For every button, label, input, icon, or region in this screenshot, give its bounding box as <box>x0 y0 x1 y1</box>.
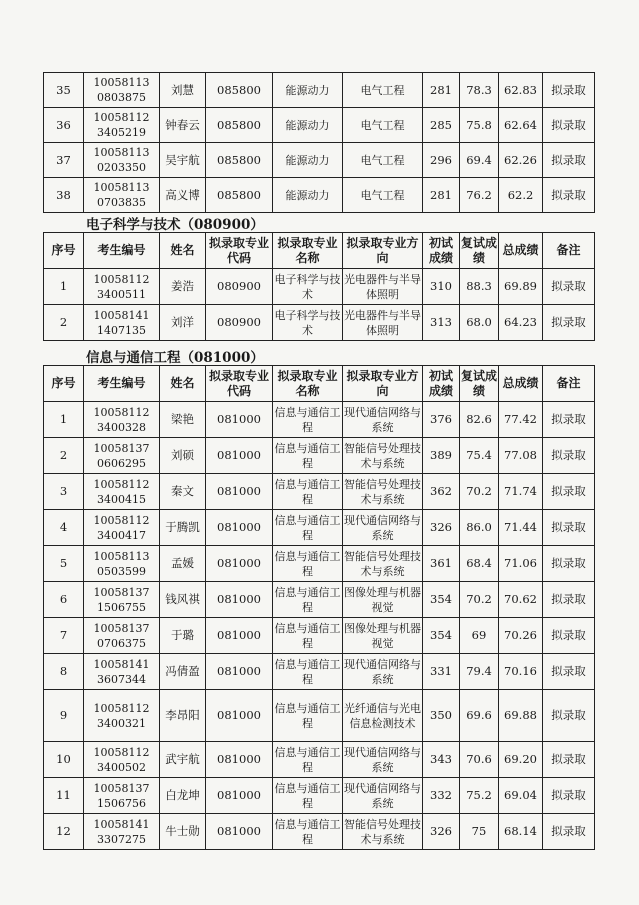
candidate-name: 钟春云 <box>160 108 206 143</box>
retest-score: 69.6 <box>460 690 499 742</box>
remark: 拟录取 <box>543 582 595 618</box>
major-name: 能源动力 <box>273 108 343 143</box>
initial-score: 362 <box>423 474 460 510</box>
header-major-direction: 拟录取专业方向 <box>343 233 423 269</box>
candidate-id: 10058112 3400415 <box>84 474 160 510</box>
table-row <box>44 742 595 778</box>
candidate-name: 于璐 <box>160 618 206 654</box>
candidate-name: 刘硕 <box>160 438 206 474</box>
initial-score: 376 <box>423 402 460 438</box>
table-row <box>44 778 595 814</box>
major-direction: 图像处理与机器视觉 <box>343 582 423 618</box>
candidate-id: 10058112 3405219 <box>84 108 160 143</box>
candidate-id: 10058112 3400417 <box>84 510 160 546</box>
retest-score: 86.0 <box>460 510 499 546</box>
total-score: 69.20 <box>499 742 543 778</box>
initial-score: 281 <box>423 178 460 213</box>
major-code: 081000 <box>206 438 273 474</box>
header-major-code: 拟录取专业代码 <box>206 233 273 269</box>
candidate-id: 10058112 3400502 <box>84 742 160 778</box>
major-name: 信息与通信工程 <box>273 438 343 474</box>
major-name: 信息与通信工程 <box>273 742 343 778</box>
remark: 拟录取 <box>543 742 595 778</box>
candidate-id: 10058137 1506755 <box>84 582 160 618</box>
retest-score: 75.8 <box>460 108 499 143</box>
row-number: 3 <box>44 474 84 510</box>
candidate-name: 于腾凯 <box>160 510 206 546</box>
major-code: 080900 <box>206 269 273 305</box>
row-number: 1 <box>44 269 84 305</box>
header-initial-score: 初试成绩 <box>423 366 460 402</box>
major-code: 081000 <box>206 618 273 654</box>
header-candidate-name: 姓名 <box>160 366 206 402</box>
retest-score: 70.2 <box>460 474 499 510</box>
total-score: 68.14 <box>499 814 543 850</box>
total-score: 70.62 <box>499 582 543 618</box>
major-name: 信息与通信工程 <box>273 778 343 814</box>
header-major-name: 拟录取专业名称 <box>273 366 343 402</box>
header-total-score: 总成绩 <box>499 366 543 402</box>
major-direction: 现代通信网络与系统 <box>343 654 423 690</box>
initial-score: 331 <box>423 654 460 690</box>
remark: 拟录取 <box>543 618 595 654</box>
candidate-id: 10058113 0703835 <box>84 178 160 213</box>
major-direction: 电气工程 <box>343 73 423 108</box>
header-major-code: 拟录取专业代码 <box>206 366 273 402</box>
major-code: 081000 <box>206 742 273 778</box>
row-number: 12 <box>44 814 84 850</box>
initial-score: 354 <box>423 618 460 654</box>
table-row <box>44 305 595 341</box>
section-title-info-comm: 信息与通信工程（081000） <box>86 350 264 366</box>
total-score: 69.88 <box>499 690 543 742</box>
candidate-id: 10058113 0503599 <box>84 546 160 582</box>
initial-score: 332 <box>423 778 460 814</box>
major-name: 能源动力 <box>273 73 343 108</box>
initial-score: 313 <box>423 305 460 341</box>
candidate-name: 姜浩 <box>160 269 206 305</box>
candidate-name: 孟媛 <box>160 546 206 582</box>
total-score: 77.42 <box>499 402 543 438</box>
table-row <box>44 402 595 438</box>
retest-score: 68.4 <box>460 546 499 582</box>
row-number: 7 <box>44 618 84 654</box>
major-code: 085800 <box>206 178 273 213</box>
remark: 拟录取 <box>543 178 595 213</box>
major-direction: 电气工程 <box>343 143 423 178</box>
initial-score: 350 <box>423 690 460 742</box>
initial-score: 285 <box>423 108 460 143</box>
remark: 拟录取 <box>543 546 595 582</box>
candidate-id: 10058112 3400328 <box>84 402 160 438</box>
candidate-name: 武宇航 <box>160 742 206 778</box>
major-code: 085800 <box>206 108 273 143</box>
header-retest-score: 复试成绩 <box>460 233 499 269</box>
table-row <box>44 582 595 618</box>
candidate-name: 冯倩盈 <box>160 654 206 690</box>
header-candidate-id: 考生编号 <box>84 233 160 269</box>
initial-score: 354 <box>423 582 460 618</box>
major-name: 电子科学与技术 <box>273 269 343 305</box>
candidate-name: 李昂阳 <box>160 690 206 742</box>
total-score: 69.04 <box>499 778 543 814</box>
header-remark: 备注 <box>543 366 595 402</box>
major-code: 085800 <box>206 73 273 108</box>
major-code: 081000 <box>206 546 273 582</box>
row-number: 37 <box>44 143 84 178</box>
row-number: 5 <box>44 546 84 582</box>
major-direction: 智能信号处理技术与系统 <box>343 814 423 850</box>
major-direction: 光电器件与半导体照明 <box>343 269 423 305</box>
initial-score: 343 <box>423 742 460 778</box>
candidate-name: 钱风祺 <box>160 582 206 618</box>
total-score: 71.06 <box>499 546 543 582</box>
table-header-row <box>44 366 595 402</box>
row-number: 35 <box>44 73 84 108</box>
major-direction: 智能信号处理技术与系统 <box>343 546 423 582</box>
initial-score: 296 <box>423 143 460 178</box>
total-score: 69.89 <box>499 269 543 305</box>
major-code: 081000 <box>206 654 273 690</box>
major-code: 081000 <box>206 778 273 814</box>
header-major-direction: 拟录取专业方向 <box>343 366 423 402</box>
major-name: 信息与通信工程 <box>273 402 343 438</box>
remark: 拟录取 <box>543 778 595 814</box>
total-score: 70.16 <box>499 654 543 690</box>
table-row <box>44 690 595 742</box>
admission-table-electronic-science <box>43 232 595 341</box>
major-direction: 现代通信网络与系统 <box>343 778 423 814</box>
retest-score: 76.2 <box>460 178 499 213</box>
retest-score: 78.3 <box>460 73 499 108</box>
candidate-id: 10058137 1506756 <box>84 778 160 814</box>
header-major-name: 拟录取专业名称 <box>273 233 343 269</box>
table-row <box>44 108 595 143</box>
retest-score: 75.2 <box>460 778 499 814</box>
total-score: 62.2 <box>499 178 543 213</box>
total-score: 62.64 <box>499 108 543 143</box>
initial-score: 326 <box>423 510 460 546</box>
retest-score: 68.0 <box>460 305 499 341</box>
row-number: 4 <box>44 510 84 546</box>
major-name: 信息与通信工程 <box>273 510 343 546</box>
header-retest-score: 复试成绩 <box>460 366 499 402</box>
table-row <box>44 73 595 108</box>
major-code: 080900 <box>206 305 273 341</box>
total-score: 71.74 <box>499 474 543 510</box>
row-number: 8 <box>44 654 84 690</box>
candidate-name: 吴宇航 <box>160 143 206 178</box>
admission-table-info-comm <box>43 365 595 850</box>
major-name: 信息与通信工程 <box>273 618 343 654</box>
row-number: 11 <box>44 778 84 814</box>
major-code: 081000 <box>206 582 273 618</box>
row-number: 1 <box>44 402 84 438</box>
remark: 拟录取 <box>543 690 595 742</box>
header-row-number: 序号 <box>44 233 84 269</box>
remark: 拟录取 <box>543 654 595 690</box>
remark: 拟录取 <box>543 438 595 474</box>
major-code: 081000 <box>206 510 273 546</box>
major-name: 能源动力 <box>273 143 343 178</box>
initial-score: 310 <box>423 269 460 305</box>
major-code: 081000 <box>206 814 273 850</box>
total-score: 62.26 <box>499 143 543 178</box>
retest-score: 69 <box>460 618 499 654</box>
candidate-name: 梁艳 <box>160 402 206 438</box>
retest-score: 75.4 <box>460 438 499 474</box>
row-number: 2 <box>44 305 84 341</box>
table-row <box>44 618 595 654</box>
remark: 拟录取 <box>543 510 595 546</box>
retest-score: 69.4 <box>460 143 499 178</box>
header-candidate-name: 姓名 <box>160 233 206 269</box>
major-name: 电子科学与技术 <box>273 305 343 341</box>
retest-score: 70.6 <box>460 742 499 778</box>
admission-table-continued <box>43 72 595 213</box>
row-number: 10 <box>44 742 84 778</box>
major-direction: 光纤通信与光电信息检测技术 <box>343 690 423 742</box>
total-score: 71.44 <box>499 510 543 546</box>
remark: 拟录取 <box>543 305 595 341</box>
major-direction: 智能信号处理技术与系统 <box>343 438 423 474</box>
major-direction: 现代通信网络与系统 <box>343 742 423 778</box>
candidate-id: 10058141 3607344 <box>84 654 160 690</box>
table-row <box>44 269 595 305</box>
candidate-id: 10058137 0606295 <box>84 438 160 474</box>
candidate-id: 10058141 3307275 <box>84 814 160 850</box>
major-code: 081000 <box>206 402 273 438</box>
remark: 拟录取 <box>543 269 595 305</box>
initial-score: 326 <box>423 814 460 850</box>
major-code: 081000 <box>206 474 273 510</box>
total-score: 64.23 <box>499 305 543 341</box>
retest-score: 82.6 <box>460 402 499 438</box>
candidate-id: 10058112 3400321 <box>84 690 160 742</box>
major-name: 信息与通信工程 <box>273 474 343 510</box>
retest-score: 70.2 <box>460 582 499 618</box>
candidate-id: 10058113 0803875 <box>84 73 160 108</box>
candidate-id: 10058113 0203350 <box>84 143 160 178</box>
candidate-name: 白龙坤 <box>160 778 206 814</box>
major-direction: 电气工程 <box>343 178 423 213</box>
table-row <box>44 654 595 690</box>
table-row <box>44 143 595 178</box>
header-initial-score: 初试成绩 <box>423 233 460 269</box>
table-row <box>44 438 595 474</box>
major-name: 信息与通信工程 <box>273 814 343 850</box>
table-row <box>44 474 595 510</box>
candidate-name: 牛士勋 <box>160 814 206 850</box>
major-direction: 现代通信网络与系统 <box>343 510 423 546</box>
remark: 拟录取 <box>543 143 595 178</box>
initial-score: 389 <box>423 438 460 474</box>
major-direction: 智能信号处理技术与系统 <box>343 474 423 510</box>
header-total-score: 总成绩 <box>499 233 543 269</box>
initial-score: 281 <box>423 73 460 108</box>
table-row <box>44 814 595 850</box>
major-code: 085800 <box>206 143 273 178</box>
candidate-id: 10058137 0706375 <box>84 618 160 654</box>
row-number: 6 <box>44 582 84 618</box>
major-name: 信息与通信工程 <box>273 582 343 618</box>
table-row <box>44 510 595 546</box>
total-score: 77.08 <box>499 438 543 474</box>
row-number: 38 <box>44 178 84 213</box>
major-direction: 现代通信网络与系统 <box>343 402 423 438</box>
table-header-row <box>44 233 595 269</box>
candidate-id: 10058141 1407135 <box>84 305 160 341</box>
major-name: 信息与通信工程 <box>273 546 343 582</box>
header-remark: 备注 <box>543 233 595 269</box>
row-number: 9 <box>44 690 84 742</box>
major-direction: 光电器件与半导体照明 <box>343 305 423 341</box>
total-score: 70.26 <box>499 618 543 654</box>
table-row <box>44 546 595 582</box>
row-number: 36 <box>44 108 84 143</box>
retest-score: 75 <box>460 814 499 850</box>
remark: 拟录取 <box>543 814 595 850</box>
row-number: 2 <box>44 438 84 474</box>
header-row-number: 序号 <box>44 366 84 402</box>
remark: 拟录取 <box>543 108 595 143</box>
candidate-id: 10058112 3400511 <box>84 269 160 305</box>
major-code: 081000 <box>206 690 273 742</box>
retest-score: 88.3 <box>460 269 499 305</box>
header-candidate-id: 考生编号 <box>84 366 160 402</box>
retest-score: 79.4 <box>460 654 499 690</box>
major-name: 信息与通信工程 <box>273 690 343 742</box>
candidate-name: 刘慧 <box>160 73 206 108</box>
candidate-name: 秦文 <box>160 474 206 510</box>
remark: 拟录取 <box>543 474 595 510</box>
major-direction: 电气工程 <box>343 108 423 143</box>
candidate-name: 刘洋 <box>160 305 206 341</box>
remark: 拟录取 <box>543 402 595 438</box>
total-score: 62.83 <box>499 73 543 108</box>
table-row <box>44 178 595 213</box>
major-direction: 图像处理与机器视觉 <box>343 618 423 654</box>
candidate-name: 高义博 <box>160 178 206 213</box>
section-title-electronic-science: 电子科学与技术（080900） <box>86 217 264 233</box>
remark: 拟录取 <box>543 73 595 108</box>
initial-score: 361 <box>423 546 460 582</box>
major-name: 信息与通信工程 <box>273 654 343 690</box>
major-name: 能源动力 <box>273 178 343 213</box>
